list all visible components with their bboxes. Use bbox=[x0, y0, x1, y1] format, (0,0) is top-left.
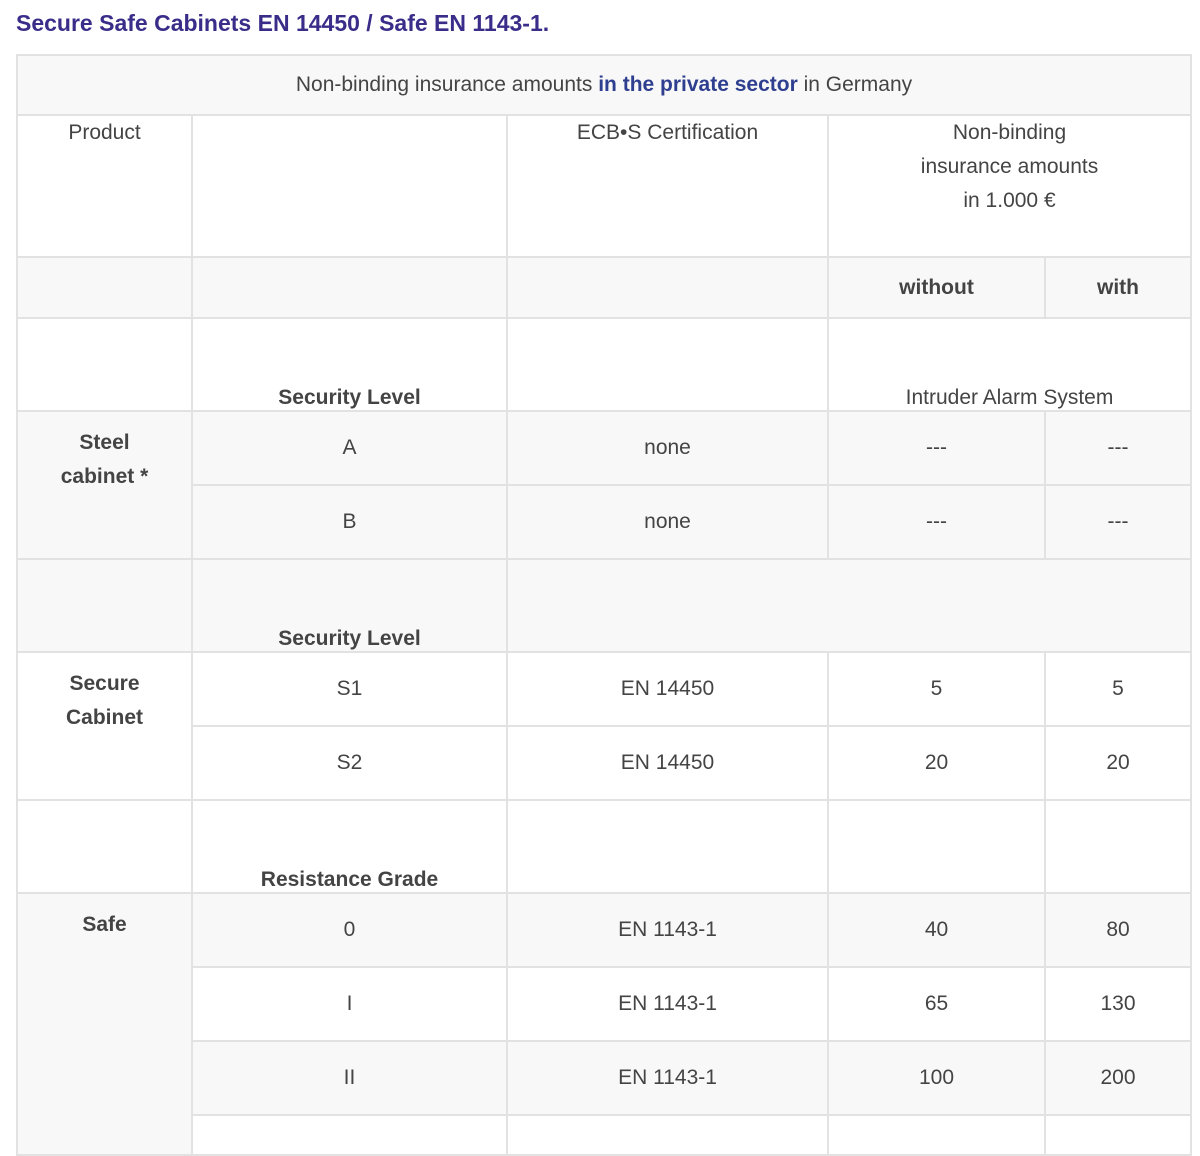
intruder-alarm-label: Intruder Alarm System bbox=[828, 318, 1191, 411]
table-row bbox=[17, 726, 1191, 800]
cell-with bbox=[1045, 1115, 1191, 1155]
cell-cert bbox=[507, 1115, 828, 1155]
cell-without: 100 bbox=[828, 1041, 1045, 1115]
header-amounts-line2: insurance amounts bbox=[920, 155, 1099, 178]
header-insurance-amounts bbox=[828, 115, 1191, 257]
cell-level: B bbox=[192, 485, 507, 559]
group-header-blank bbox=[17, 559, 192, 652]
cell-with: --- bbox=[1045, 411, 1191, 485]
group-header-blank bbox=[507, 559, 1191, 652]
group-header-row bbox=[17, 559, 1191, 652]
header-with: with bbox=[1045, 257, 1191, 318]
subheader-blank bbox=[192, 257, 507, 318]
header-amounts-line3: in 1.000 € bbox=[963, 189, 1056, 212]
header-product: Product bbox=[17, 115, 192, 257]
group-header-blank bbox=[507, 318, 828, 411]
insurance-table bbox=[16, 54, 1192, 1156]
cell-level bbox=[192, 1115, 507, 1155]
group-level-header: Security Level bbox=[192, 559, 507, 652]
group-header-blank bbox=[17, 800, 192, 893]
header-certification: ECB•S Certification bbox=[507, 115, 828, 257]
product-line2: cabinet * bbox=[60, 465, 149, 488]
group-header-row bbox=[17, 800, 1191, 893]
header-without: without bbox=[828, 257, 1045, 318]
product-steel-cabinet bbox=[17, 411, 192, 559]
cell-without bbox=[828, 1115, 1045, 1155]
group-level-header: Security Level bbox=[192, 318, 507, 411]
cell-cert: EN 1143-1 bbox=[507, 893, 828, 967]
cell-level: S1 bbox=[192, 652, 507, 726]
page-title: Secure Safe Cabinets EN 14450 / Safe EN 1143-1. bbox=[16, 10, 550, 36]
table-row bbox=[17, 411, 1191, 485]
cell-without: 5 bbox=[828, 652, 1045, 726]
cell-cert: EN 1143-1 bbox=[507, 1041, 828, 1115]
cell-without: 40 bbox=[828, 893, 1045, 967]
table-row bbox=[17, 967, 1191, 1041]
cell-without: --- bbox=[828, 485, 1045, 559]
product-line1: Safe bbox=[82, 913, 127, 936]
table-row bbox=[17, 893, 1191, 967]
alarm-subheader-row bbox=[17, 257, 1191, 318]
group-header-blank bbox=[1045, 800, 1191, 893]
product-safe bbox=[17, 893, 192, 1155]
group-header-row bbox=[17, 318, 1191, 411]
product-line1: Secure bbox=[69, 672, 140, 695]
group-level-header: Resistance Grade bbox=[192, 800, 507, 893]
cell-with: 200 bbox=[1045, 1041, 1191, 1115]
header-level-blank bbox=[192, 115, 507, 257]
cell-without: 20 bbox=[828, 726, 1045, 800]
cell-with: 5 bbox=[1045, 652, 1191, 726]
caption-prefix: Non-binding insurance amounts bbox=[295, 73, 599, 96]
cell-without: --- bbox=[828, 411, 1045, 485]
cell-cert: none bbox=[507, 411, 828, 485]
subheader-blank bbox=[17, 257, 192, 318]
caption-highlight: in the private sector bbox=[598, 73, 798, 96]
caption-suffix: in Germany bbox=[797, 73, 913, 96]
cell-cert: none bbox=[507, 485, 828, 559]
table-row bbox=[17, 652, 1191, 726]
cell-with: 130 bbox=[1045, 967, 1191, 1041]
header-amounts-line1: Non-binding bbox=[952, 121, 1067, 144]
cell-level: 0 bbox=[192, 893, 507, 967]
cell-level: A bbox=[192, 411, 507, 485]
cell-cert: EN 14450 bbox=[507, 726, 828, 800]
table-header-row bbox=[17, 115, 1191, 257]
product-line2: Cabinet bbox=[65, 706, 143, 729]
group-header-blank bbox=[828, 800, 1045, 893]
table-row bbox=[17, 485, 1191, 559]
cell-with: 20 bbox=[1045, 726, 1191, 800]
group-header-blank bbox=[507, 800, 828, 893]
cell-cert: EN 1143-1 bbox=[507, 967, 828, 1041]
table-row bbox=[17, 1041, 1191, 1115]
cell-level: S2 bbox=[192, 726, 507, 800]
cell-with: --- bbox=[1045, 485, 1191, 559]
table-caption-row bbox=[17, 55, 1191, 115]
subheader-blank bbox=[507, 257, 828, 318]
table-caption bbox=[17, 55, 1191, 115]
product-line1: Steel bbox=[79, 431, 130, 454]
product-secure-cabinet bbox=[17, 652, 192, 800]
group-header-blank bbox=[17, 318, 192, 411]
cell-with: 80 bbox=[1045, 893, 1191, 967]
table-row-partial bbox=[17, 1115, 1191, 1155]
cell-cert: EN 14450 bbox=[507, 652, 828, 726]
cell-without: 65 bbox=[828, 967, 1045, 1041]
cell-level: II bbox=[192, 1041, 507, 1115]
cell-level: I bbox=[192, 967, 507, 1041]
